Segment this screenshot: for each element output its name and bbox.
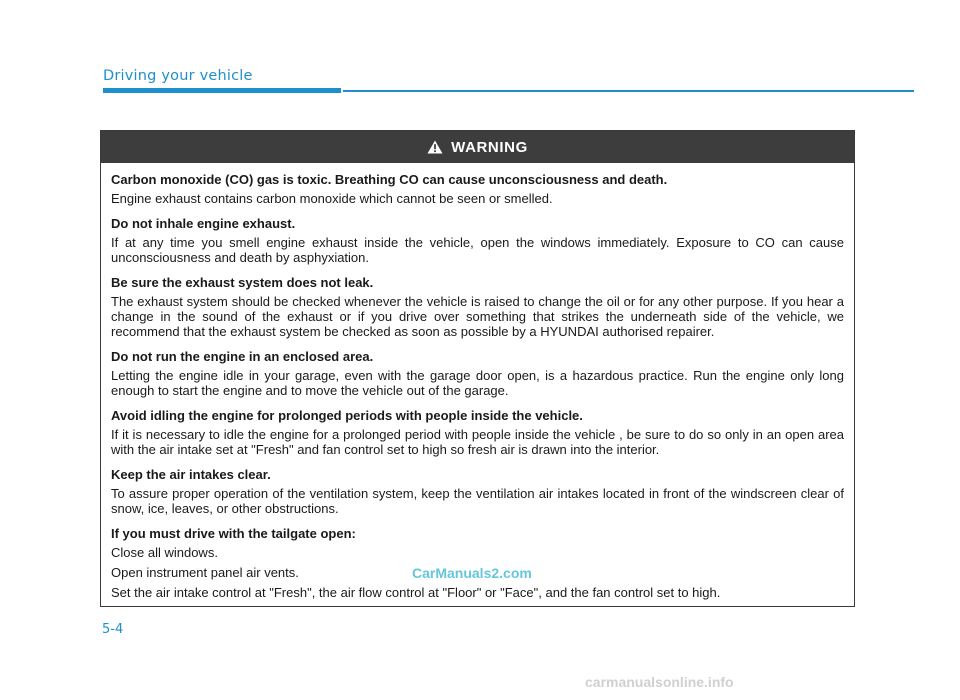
- warning-heading: Avoid idling the engine for prolonged periods with people inside the vehicle.: [111, 408, 583, 423]
- warning-title: WARNING: [451, 138, 528, 156]
- warning-heading: If you must drive with the tailgate open:: [111, 526, 356, 541]
- warning-triangle-icon: [427, 140, 443, 154]
- warning-heading: Carbon monoxide (CO) gas is toxic. Breathing CO can cause unconsciousness and death.: [111, 172, 668, 187]
- warning-text: Letting the engine idle in your garage, even with the garage door open, is a hazardous practice. Run the engine only long enough to start the engine and to move the vehicle out of the garage.: [111, 368, 844, 398]
- warning-header: [101, 131, 854, 163]
- watermark-text: CarManuals2.com: [412, 565, 532, 581]
- warning-text: The exhaust system should be checked whenever the vehicle is raised to change the oil or for any other purpose. If you hear a change in the sound of the exhaust or if you drive over something that strikes the underneath side of the vehicle, we recommend that the exhaust system be checked as soon as possible by a HYUNDAI authorised repairer.: [111, 294, 844, 339]
- warning-text: If at any time you smell engine exhaust inside the vehicle, open the windows immediately. Exposure to CO can cause unconsciousness and death by asphyxiation.: [111, 235, 844, 265]
- warning-body: [101, 163, 854, 600]
- warning-heading: Do not inhale engine exhaust.: [111, 216, 296, 231]
- warning-heading: Be sure the exhaust system does not leak.: [111, 275, 374, 290]
- warning-text: Engine exhaust contains carbon monoxide which cannot be seen or smelled.: [111, 191, 553, 206]
- page-number: 5-4: [102, 622, 124, 637]
- warning-box: [100, 130, 855, 607]
- warning-text: If it is necessary to idle the engine for a prolonged period with people inside the vehicle , be sure to do so only in an open area with the air intake set at "Fresh" and fan control set to high so fresh air is drawn into the interior.: [111, 427, 844, 457]
- header-rule-thin: [343, 90, 914, 92]
- instruction-line: Close all windows.: [111, 545, 218, 560]
- section-title: Driving your vehicle: [103, 68, 253, 84]
- warning-heading: Do not run the engine in an enclosed area.: [111, 349, 374, 364]
- instruction-line: Set the air intake control at "Fresh", the air flow control at "Floor" or "Face", and the fan control set to high.: [111, 585, 721, 600]
- warning-text: To assure proper operation of the ventilation system, keep the ventilation air intakes located in front of the windscreen clear of snow, ice, leaves, or other obstructions.: [111, 486, 844, 516]
- header-rule-thick: [103, 88, 341, 93]
- warning-heading: Keep the air intakes clear.: [111, 467, 271, 482]
- instruction-line: Open instrument panel air vents.: [111, 565, 299, 580]
- site-watermark: carmanualsonline.info: [585, 674, 734, 690]
